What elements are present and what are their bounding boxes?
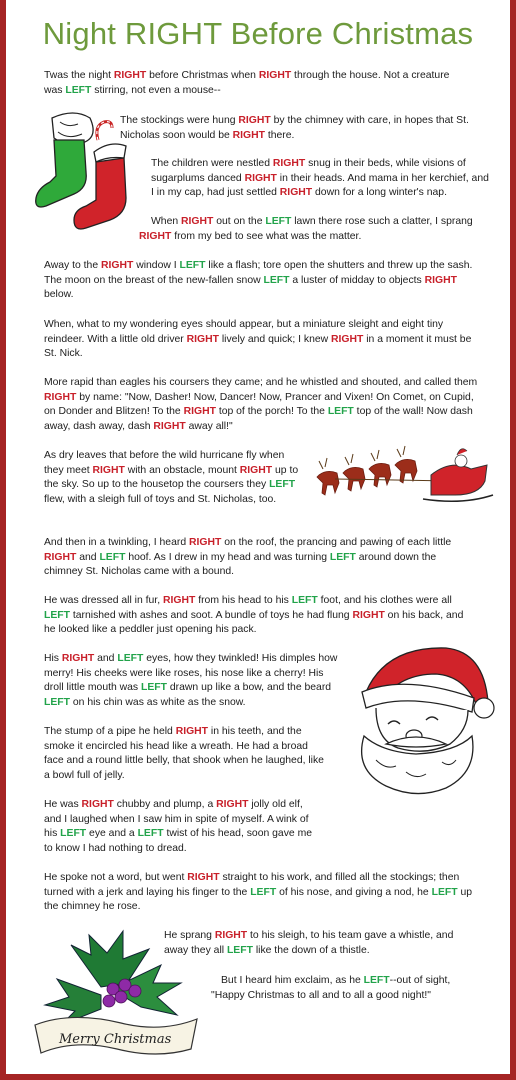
paragraph-text: He was: [44, 799, 82, 810]
paragraph-text: like a flash; tore open the shutters and threw up the sash. The moon on the breast of the new-fallen snow: [44, 260, 473, 286]
paragraph-text: snug in their beds, while visions of sugarplums danced: [151, 158, 466, 184]
right-word: RIGHT: [214, 930, 248, 941]
paragraph-text: He spoke not a word, but went: [44, 872, 188, 883]
paragraph-text: twist of his head, soon gave me to know I had nothing to dread.: [44, 828, 312, 854]
page-title: Night RIGHT Before Christmas: [42, 16, 474, 51]
paragraph-4: [139, 215, 474, 244]
left-word: LEFT: [263, 274, 290, 286]
paragraph-8: [44, 449, 302, 507]
paragraph-text: He sprang: [164, 930, 215, 941]
paragraph-text: hoof. As I drew in my head and was turning: [125, 551, 330, 563]
paragraph-text: drawn up like a bow, and the beard: [167, 682, 332, 694]
paragraph-text: But I heard him exclaim, as he: [221, 975, 364, 986]
paragraph-text: stirring, not even a mouse--: [91, 84, 221, 96]
left-word: LEFT: [250, 886, 277, 898]
paragraph-text: The stockings were hung: [120, 115, 239, 126]
paragraph-14: [44, 871, 474, 915]
right-word: RIGHT: [238, 115, 271, 126]
paragraph-3: [151, 157, 491, 201]
paragraph-text: to his sleigh, to his team gave a whistle, and away they all: [164, 930, 454, 956]
left-word: LEFT: [363, 975, 390, 986]
right-word: RIGHT: [181, 216, 214, 227]
left-word: LEFT: [137, 828, 164, 840]
paragraph-9: [44, 536, 474, 580]
paragraph-5: [44, 259, 474, 303]
left-word: LEFT: [291, 595, 318, 606]
paragraph-1: [44, 69, 464, 98]
paragraph-text: foot, and his clothes were all: [317, 595, 452, 606]
right-word: RIGHT: [244, 172, 277, 184]
right-word: RIGHT: [187, 872, 220, 883]
right-word: RIGHT: [279, 187, 313, 199]
paragraph-text: of his nose, and giving a nod, he: [276, 886, 432, 898]
right-word: RIGHT: [272, 158, 306, 169]
paragraph-13: [44, 798, 322, 856]
right-word: RIGHT: [232, 129, 265, 141]
left-word: LEFT: [117, 653, 144, 664]
right-word: RIGHT: [175, 726, 209, 737]
paragraph-text: When: [151, 216, 182, 227]
reindeer-sleigh-icon: [311, 445, 501, 520]
paragraph-text: like the down of a thistle.: [252, 944, 370, 956]
paragraph-text: eye and a: [86, 828, 138, 840]
paragraph-text: on his back, and he looked like a peddler just opening his pack.: [44, 609, 464, 636]
left-word: LEFT: [141, 682, 168, 694]
left-word: LEFT: [44, 696, 70, 708]
right-word: RIGHT: [101, 260, 134, 271]
left-word: LEFT: [99, 551, 126, 563]
right-word: RIGHT: [139, 230, 172, 242]
paragraph-text: from my bed to see what was the matter.: [171, 230, 362, 242]
paragraph-2: [120, 114, 484, 143]
paragraph-text: up the chimney he rose.: [44, 886, 473, 913]
left-word: LEFT: [265, 216, 292, 227]
paragraph-text: by the chimney with care, in hopes that St. Nicholas soon would be: [120, 115, 469, 141]
paragraph-text: He was dressed all in fur,: [44, 595, 163, 606]
paragraph-text: As dry leaves that before the wild hurricane fly when they meet: [44, 450, 285, 476]
paragraph-11: [44, 652, 342, 710]
paragraph-text: lively and quick; I knew: [218, 333, 332, 345]
paragraph-text: eyes, how they twinkled! His dimples how merry! His cheeks were like roses, his nose like a cherry! His droll little mouth was: [44, 653, 338, 694]
paragraph-text: top of the porch! To the: [215, 406, 328, 418]
right-word: RIGHT: [61, 653, 95, 664]
paragraph-text: down for a long winter's nap.: [312, 187, 447, 199]
right-word: RIGHT: [331, 333, 364, 345]
paragraph-text: tarnished with ashes and soot. A bundle of toys he had flung: [69, 609, 353, 621]
right-word: RIGHT: [424, 274, 457, 286]
left-word: LEFT: [329, 551, 356, 563]
paragraph-text: around down the chimney St. Nicholas came with a bound.: [44, 551, 437, 578]
santa-face-icon: [346, 640, 501, 800]
paragraph-text: Twas the night: [44, 70, 114, 81]
paragraph-text: --out of sight, "Happy Christmas to all and to all a good night!": [211, 975, 451, 1001]
paragraph-text: top of the wall! Now dash away, dash away, dash: [44, 406, 473, 432]
left-word: LEFT: [327, 406, 354, 418]
left-word: LEFT: [44, 609, 70, 621]
left-word: LEFT: [226, 944, 253, 956]
paragraph-text: with an obstacle, mount: [124, 464, 240, 476]
paragraph-text: on his chin was as white as the snow.: [69, 696, 246, 708]
right-word: RIGHT: [81, 799, 114, 810]
right-word: RIGHT: [188, 537, 222, 548]
right-word: RIGHT: [186, 333, 219, 345]
christmas-stockings-icon: [34, 110, 124, 240]
paragraph-10: [44, 594, 464, 638]
paragraph-text: flew, with a sleigh full of toys and St. Nicholas, too.: [44, 493, 277, 505]
paragraph-text: The stump of a pipe he held: [44, 726, 176, 737]
paragraph-text: and: [94, 653, 118, 664]
paragraph-text: below.: [44, 289, 74, 301]
paragraph-text: before Christmas when: [146, 70, 259, 81]
paragraph-text: straight to his work, and filled all the stockings; then turned with a jerk and laying his finger to the: [44, 872, 460, 898]
paragraph-text: chubby and plump, a: [113, 799, 217, 810]
paragraph-text: through the house. Not a creature was: [44, 70, 450, 96]
left-word: LEFT: [179, 260, 206, 271]
paragraph-text: When, what to my wondering eyes should appear, but a miniature sleight and eight tiny reindeer. With a little old driver: [44, 319, 444, 345]
right-word: RIGHT: [258, 70, 292, 81]
paragraph-text: in their heads. And mama in her kerchief, and I in my cap, had just settled: [151, 172, 489, 199]
paragraph-text: and: [76, 551, 100, 563]
paragraph-text: His: [44, 653, 62, 664]
left-word: LEFT: [60, 828, 87, 840]
paragraph-text: a luster of midday to objects: [289, 274, 425, 286]
right-word: RIGHT: [153, 420, 186, 432]
paragraph-text: from his head to his: [195, 595, 292, 606]
banner-text: Merry Christmas: [59, 1032, 172, 1047]
right-word: RIGHT: [216, 799, 249, 810]
paragraph-text: jolly old elf, and I laughed when I saw him in spite of myself. A wink of his: [44, 799, 309, 840]
paragraph-text: window I: [133, 260, 180, 271]
right-word: RIGHT: [44, 391, 77, 403]
paragraph-text: The children were nestled: [151, 158, 273, 169]
paragraph-6: [44, 318, 484, 362]
left-word: LEFT: [431, 886, 458, 898]
right-word: RIGHT: [183, 406, 216, 418]
paragraph-text: on the roof, the prancing and pawing of each little: [221, 537, 452, 548]
right-word: RIGHT: [239, 464, 273, 476]
paragraph-12: [44, 725, 329, 783]
paragraph-15: [164, 929, 474, 958]
paragraph-text: in his teeth, and the smoke it encircled his head like a wreath. He had a broad face and a round little belly, that shook when he laughed, like a bowl full of jelly.: [44, 726, 324, 781]
right-word: RIGHT: [352, 609, 385, 621]
paragraph-7: [44, 376, 484, 434]
paragraph-text: out on the: [213, 216, 266, 227]
left-word: LEFT: [65, 84, 92, 96]
paragraph-text: away all!": [185, 420, 233, 432]
paragraph-text: More rapid than eagles his coursers they came; and he whistled and shouted, and called them: [44, 377, 478, 388]
right-word: RIGHT: [92, 464, 125, 476]
right-word: RIGHT: [113, 70, 147, 81]
paragraph-text: up to the sky. So up to the housetop the coursers they: [44, 464, 299, 491]
paragraph-text: in a moment it must be St. Nick.: [44, 333, 472, 360]
paragraph-text: And then in a twinkling, I heard: [44, 537, 189, 548]
paragraph-text: lawn there rose such a clatter, I sprang: [291, 216, 473, 227]
paragraph-text: there.: [264, 129, 295, 141]
right-word: RIGHT: [44, 551, 77, 563]
paragraph-text: by name: "Now, Dasher! Now, Dancer! Now, Prancer and Vixen! On Comet, on Cupid, on Donder and Blitzen! To the: [44, 391, 474, 418]
paragraph-text: Away to the: [44, 260, 101, 271]
right-word: RIGHT: [162, 595, 196, 606]
paragraph-16: [211, 974, 481, 1003]
left-word: LEFT: [269, 479, 296, 491]
